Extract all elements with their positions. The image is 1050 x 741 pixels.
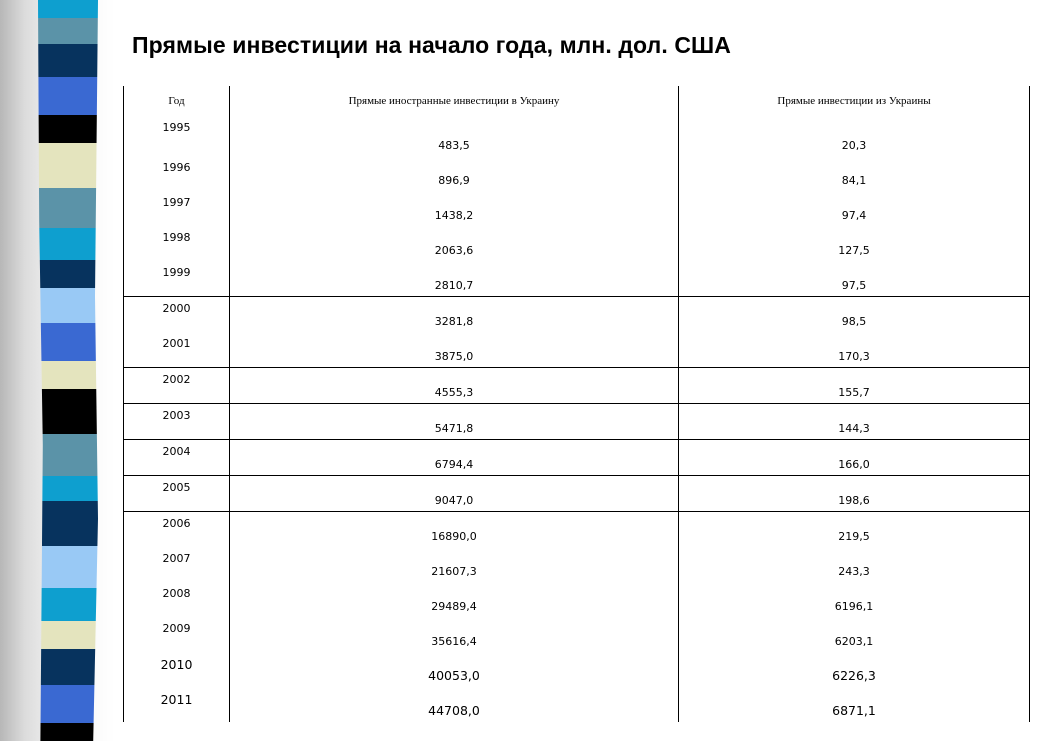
fdi-in-value: 483,5	[438, 139, 470, 152]
fdi-out-value: 6196,1	[834, 600, 874, 613]
fdi-in-value-cell	[230, 368, 679, 404]
stripe-segment	[38, 476, 98, 501]
year-cell	[124, 687, 230, 722]
year: 2000	[162, 302, 191, 315]
year-cell	[124, 582, 230, 617]
fdi-out-value-cell	[679, 476, 1030, 512]
table-row	[124, 582, 1030, 617]
table-row	[124, 440, 1030, 476]
stripe-segment	[38, 44, 98, 77]
fdi-in-value-cell	[230, 332, 679, 368]
fdi-out-value: 97,4	[841, 209, 867, 222]
year: 1997	[162, 196, 191, 209]
decorative-side-strip	[0, 0, 125, 741]
table-row	[124, 687, 1030, 722]
table-row	[124, 547, 1030, 582]
fdi-out-value: 155,7	[838, 386, 870, 399]
fdi-in-value: 3281,8	[434, 315, 474, 328]
table-row	[124, 156, 1030, 191]
fdi-out-value-cell	[679, 156, 1030, 191]
stripe-segment	[38, 434, 98, 476]
year-cell	[124, 226, 230, 261]
year: 2005	[162, 481, 191, 494]
table-body	[124, 116, 1030, 722]
year-cell	[124, 652, 230, 687]
fdi-in-value-cell	[230, 156, 679, 191]
year-cell	[124, 617, 230, 652]
year-cell	[124, 332, 230, 368]
table-header-row	[124, 86, 1030, 116]
stripe-segment	[38, 685, 98, 723]
fdi-out-value: 219,5	[838, 530, 870, 543]
fdi-out-value: 170,3	[838, 350, 870, 363]
stripe-segment	[38, 288, 98, 323]
year: 2011	[160, 692, 193, 707]
fdi-in-value: 5471,8	[434, 422, 474, 435]
stripe-segment	[38, 323, 98, 361]
stripe-segment	[38, 389, 98, 434]
fdi-out-value: 6203,1	[834, 635, 874, 648]
fdi-out-value: 6226,3	[832, 668, 876, 683]
year: 2001	[162, 337, 191, 350]
table-row	[124, 332, 1030, 368]
fdi-out-value: 144,3	[838, 422, 870, 435]
fdi-in-value: 9047,0	[434, 494, 474, 507]
year-cell	[124, 440, 230, 476]
stripe-segment	[38, 621, 98, 649]
fdi-in-value-cell	[230, 116, 679, 156]
fdi-in-value-cell	[230, 191, 679, 226]
stripe-segment	[38, 115, 98, 143]
table-row	[124, 297, 1030, 333]
year-cell	[124, 297, 230, 333]
header-fdi-from-ukraine: Прямые инвестиции из Украины	[679, 86, 1030, 116]
year-cell	[124, 261, 230, 297]
year-cell	[124, 191, 230, 226]
fdi-in-value: 3875,0	[434, 350, 474, 363]
fdi-in-value-cell	[230, 512, 679, 548]
fdi-out-value: 198,6	[838, 494, 870, 507]
fdi-in-value: 16890,0	[431, 530, 477, 543]
fdi-in-value: 29489,4	[431, 600, 477, 613]
fdi-out-value: 127,5	[838, 244, 870, 257]
table-row	[124, 476, 1030, 512]
fdi-out-value-cell	[679, 512, 1030, 548]
slide-title: Прямые инвестиции на начало года, млн. дол. США	[132, 32, 731, 58]
fdi-out-value-cell	[679, 617, 1030, 652]
fdi-out-value-cell	[679, 440, 1030, 476]
stripe-segment	[38, 260, 98, 288]
table-row	[124, 512, 1030, 548]
fdi-in-value-cell	[230, 404, 679, 440]
table-row	[124, 116, 1030, 156]
fdi-out-value: 20,3	[841, 139, 867, 152]
year-cell	[124, 404, 230, 440]
stripe-segment	[38, 228, 98, 260]
stripe-segment	[38, 588, 98, 621]
fdi-out-value: 98,5	[841, 315, 867, 328]
year: 1998	[162, 231, 191, 244]
fdi-in-value-cell	[230, 547, 679, 582]
stripe-segment	[38, 143, 98, 188]
year: 2008	[162, 587, 191, 600]
fdi-out-value-cell	[679, 332, 1030, 368]
year-cell	[124, 512, 230, 548]
stripe-segment	[38, 546, 98, 588]
year-cell	[124, 547, 230, 582]
stripe-segment	[38, 649, 98, 685]
fdi-out-value: 97,5	[841, 279, 867, 292]
stripe-segment	[38, 501, 98, 546]
decorative-stripes	[38, 0, 98, 741]
fdi-in-value: 896,9	[438, 174, 470, 187]
year-cell	[124, 116, 230, 156]
stripe-segment	[38, 361, 98, 389]
fdi-in-value-cell	[230, 226, 679, 261]
year-cell	[124, 368, 230, 404]
fdi-in-value-cell	[230, 687, 679, 722]
year-cell	[124, 476, 230, 512]
fdi-out-value-cell	[679, 226, 1030, 261]
fdi-in-value: 35616,4	[431, 635, 477, 648]
fdi-in-value-cell	[230, 617, 679, 652]
fdi-out-value-cell	[679, 191, 1030, 226]
table-row	[124, 368, 1030, 404]
investment-table	[123, 86, 1030, 722]
fdi-in-value: 2063,6	[434, 244, 474, 257]
fdi-out-value-cell	[679, 116, 1030, 156]
year: 2010	[160, 657, 193, 672]
fdi-in-value-cell	[230, 261, 679, 297]
year: 1999	[162, 266, 191, 279]
fdi-in-value: 44708,0	[428, 703, 480, 718]
table-row	[124, 404, 1030, 440]
fdi-out-value-cell	[679, 297, 1030, 333]
fdi-in-value: 6794,4	[434, 458, 474, 471]
fdi-out-value-cell	[679, 547, 1030, 582]
fdi-out-value-cell	[679, 582, 1030, 617]
fdi-out-value: 84,1	[841, 174, 867, 187]
fdi-out-value-cell	[679, 404, 1030, 440]
table-row	[124, 191, 1030, 226]
fdi-in-value: 1438,2	[434, 209, 474, 222]
fdi-out-value-cell	[679, 687, 1030, 722]
year: 1995	[162, 121, 191, 134]
investment-table-container	[123, 86, 1030, 722]
fdi-in-value: 2810,7	[434, 279, 474, 292]
fdi-in-value-cell	[230, 652, 679, 687]
stripe-segment	[38, 77, 98, 115]
fdi-out-value-cell	[679, 368, 1030, 404]
year: 2004	[162, 445, 191, 458]
fdi-out-value-cell	[679, 652, 1030, 687]
fdi-out-value: 243,3	[838, 565, 870, 578]
fdi-in-value-cell	[230, 297, 679, 333]
table-row	[124, 652, 1030, 687]
year: 2006	[162, 517, 191, 530]
fdi-in-value-cell	[230, 582, 679, 617]
stripe-segment	[38, 723, 98, 741]
fdi-out-value: 6871,1	[832, 703, 876, 718]
stripe-segment	[38, 0, 98, 18]
stripe-segment	[38, 188, 98, 228]
table-row	[124, 226, 1030, 261]
year: 2009	[162, 622, 191, 635]
fdi-in-value-cell	[230, 476, 679, 512]
fdi-in-value: 21607,3	[431, 565, 477, 578]
year-cell	[124, 156, 230, 191]
year: 2002	[162, 373, 191, 386]
table-row	[124, 617, 1030, 652]
fdi-in-value-cell	[230, 440, 679, 476]
fdi-out-value: 166,0	[838, 458, 870, 471]
header-fdi-into-ukraine: Прямые иностранные инвестиции в Украину	[230, 86, 679, 116]
year: 2007	[162, 552, 191, 565]
header-year: Год	[168, 95, 185, 107]
stripe-segment	[38, 18, 98, 44]
fdi-out-value-cell	[679, 261, 1030, 297]
fdi-in-value: 4555,3	[434, 386, 474, 399]
year: 1996	[162, 161, 191, 174]
table-row	[124, 261, 1030, 297]
fdi-in-value: 40053,0	[428, 668, 480, 683]
year: 2003	[162, 409, 191, 422]
